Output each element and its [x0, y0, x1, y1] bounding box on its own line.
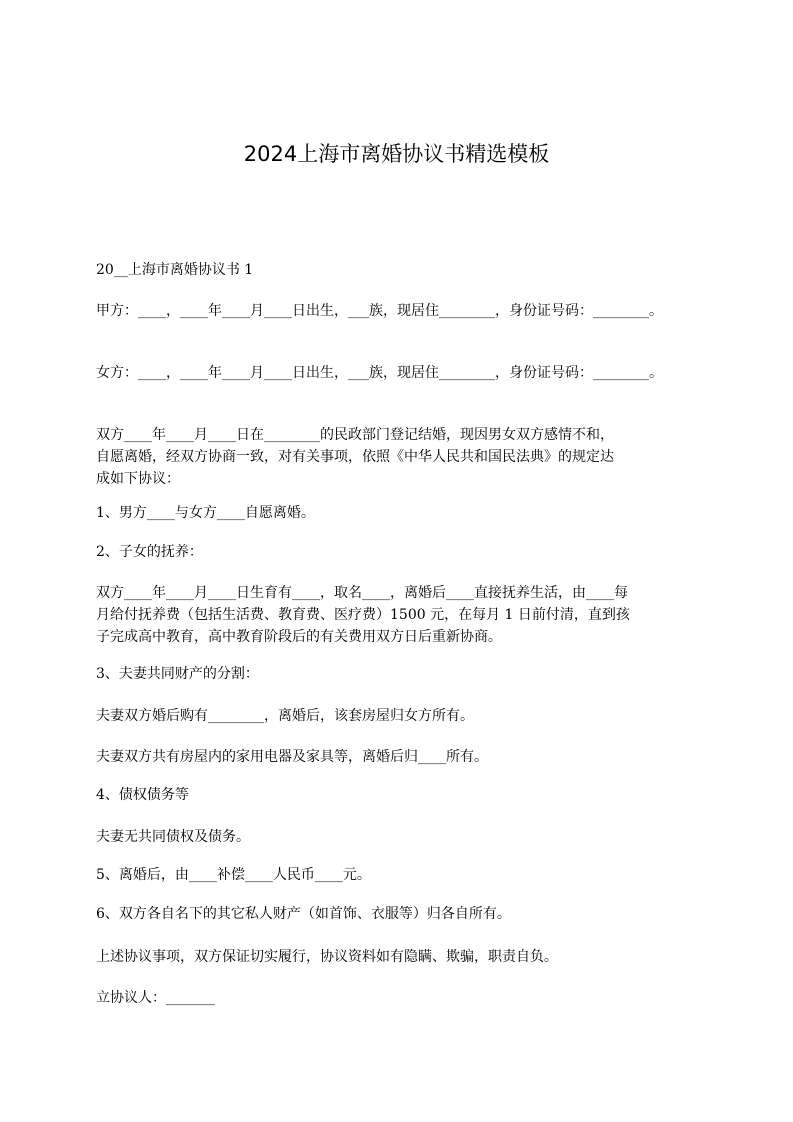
agreement-heading: 20__上海市离婚协议书 1: [96, 262, 254, 278]
paragraph-line: 双方____年____月____日生育有____，取名____，离婚后____直接抚养生活，由____每: [96, 585, 628, 601]
clause-2-heading: 2、子女的抚养：: [96, 544, 203, 560]
paragraph-line: 子完成高中教育，高中教育阶段后的有关费用双方日后重新协商。: [96, 629, 502, 645]
child-custody-paragraph: [96, 582, 698, 648]
party-a-info: 甲方：____，____年____月____日出生，___族，现居住________，身份证号码：________。: [96, 303, 663, 319]
paragraph-line: 自愿离婚，经双方协商一致，对有关事项，依照《中华人民共和国民法典》的规定达: [96, 449, 614, 465]
clause-1: 1、男方____与女方____自愿离婚。: [96, 505, 315, 521]
paragraph-line: 月给付抚养费（包括生活费、教育费、医疗费）1500 元，在每月 1 日前付清，直到孩: [96, 607, 630, 623]
clause-3-heading: 3、夫妻共同财产的分割：: [96, 666, 259, 682]
property-house-paragraph: 夫妻双方婚后购有________，离婚后，该套房屋归女方所有。: [96, 708, 474, 724]
clause-6: 6、双方各自名下的其它私人财产（如首饰、衣服等）归各自所有。: [96, 906, 511, 922]
marriage-registration-paragraph: [96, 424, 698, 490]
paragraph-line: 成如下协议：: [96, 471, 180, 487]
clause-5: 5、离婚后，由____补偿____人民币____元。: [96, 867, 371, 883]
party-b-info: 女方：____，____年____月____日出生，___族，现居住________，身份证号码：________。: [96, 365, 663, 381]
debts-paragraph: 夫妻无共同债权及债务。: [96, 829, 250, 845]
property-furniture-paragraph: 夫妻双方共有房屋内的家用电器及家具等，离婚后归____所有。: [96, 749, 488, 765]
signatory-line: 立协议人：_______: [96, 990, 215, 1006]
clause-4-heading: 4、债权债务等: [96, 787, 189, 803]
paragraph-line: 双方____年____月____日在________的民政部门登记结婚，现因男女双方感情不和，: [96, 427, 614, 443]
document-title: 2024上海市离婚协议书精选模板: [243, 142, 550, 166]
guarantee-paragraph: 上述协议事项，双方保证切实履行，协议资料如有隐瞒、欺骗，职责自负。: [96, 949, 558, 965]
